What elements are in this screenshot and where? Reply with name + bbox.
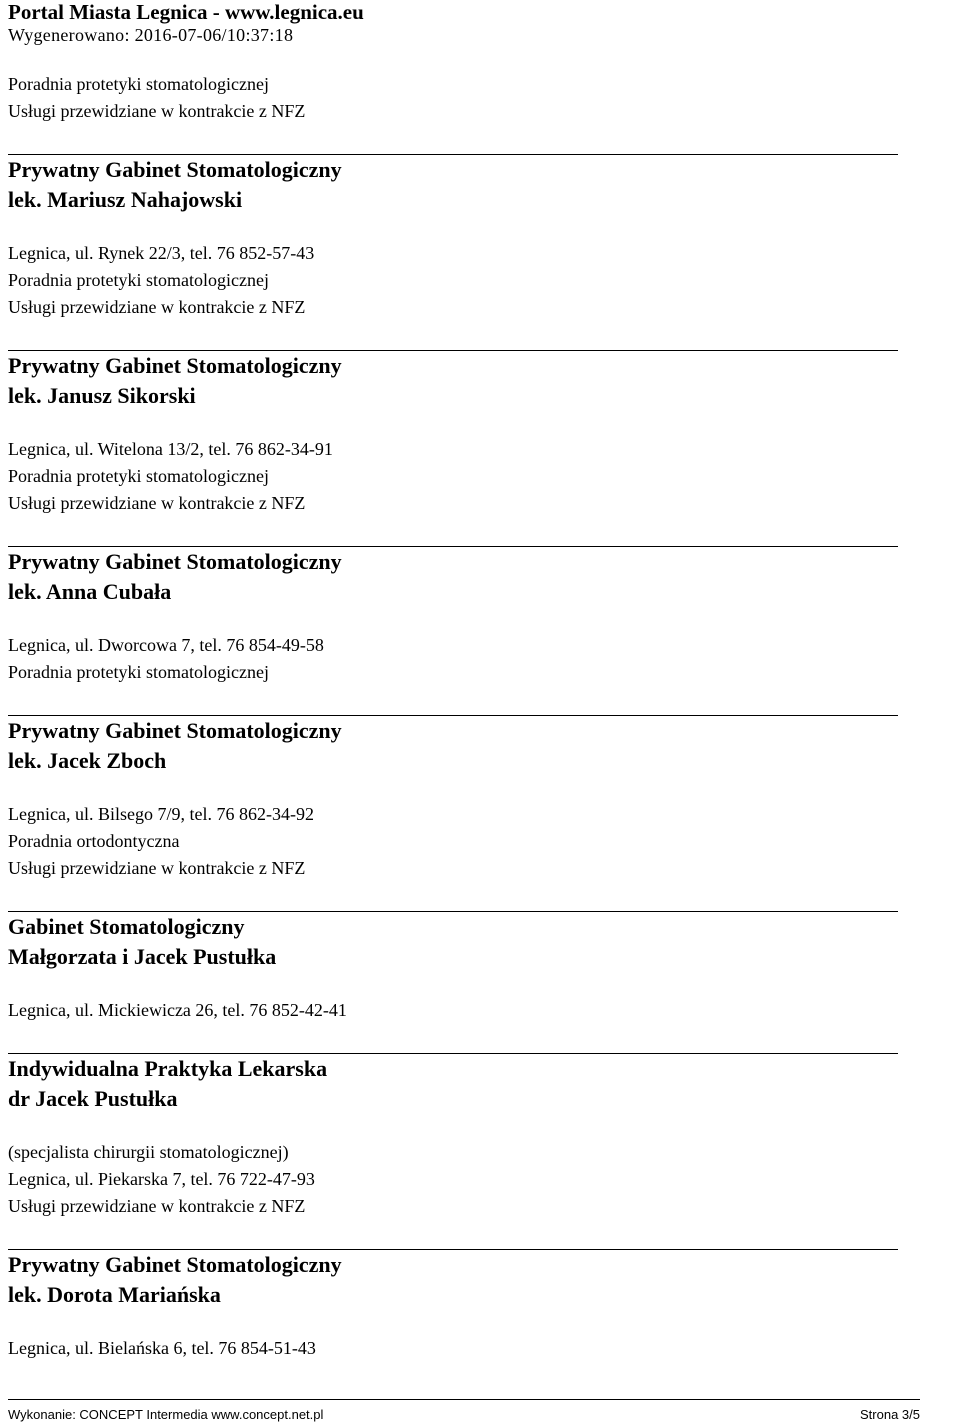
clinic-title: Prywatny Gabinet Stomatologiczny (8, 353, 342, 378)
page-number: Strona 3/5 (860, 1407, 920, 1422)
clinic-address: Legnica, ul. Piekarska 7, tel. 76 722-47-93 (8, 1169, 315, 1189)
clinic-detail: (specjalista chirurgii stomatologicznej) (8, 1142, 289, 1162)
clinic-address: Legnica, ul. Bielańska 6, tel. 76 854-51-43 (8, 1338, 316, 1358)
intro-line: Usługi przewidziane w kontrakcie z NFZ (8, 101, 306, 121)
clinic-title: Prywatny Gabinet Stomatologiczny (8, 718, 342, 743)
clinic-detail: Usługi przewidziane w kontrakcie z NFZ (8, 493, 306, 513)
page-footer (8, 1399, 920, 1422)
clinic-address: Legnica, ul. Bilsego 7/9, tel. 76 862-34-92 (8, 804, 314, 824)
clinic-name: Małgorzata i Jacek Pustułka (8, 944, 277, 969)
clinic-list (8, 71, 898, 1362)
clinic-title: Prywatny Gabinet Stomatologiczny (8, 1252, 342, 1277)
clinic-detail: Poradnia ortodontyczna (8, 831, 180, 851)
clinic-name: lek. Anna Cubała (8, 579, 172, 604)
generated-timestamp: Wygenerowano: 2016-07-06/10:37:18 (8, 25, 294, 45)
clinic-name: lek. Mariusz Nahajowski (8, 187, 243, 212)
clinic-title: Gabinet Stomatologiczny (8, 914, 245, 939)
clinic-entry (8, 1053, 898, 1220)
site-title: Portal Miasta Legnica - www.legnica.eu (8, 0, 364, 24)
clinic-detail: Poradnia protetyki stomatologicznej (8, 662, 269, 682)
clinic-title: Prywatny Gabinet Stomatologiczny (8, 549, 342, 574)
clinic-name: dr Jacek Pustułka (8, 1086, 178, 1111)
clinic-detail: Usługi przewidziane w kontrakcie z NFZ (8, 858, 306, 878)
clinic-entry (8, 715, 898, 882)
clinic-name: lek. Jacek Zboch (8, 748, 167, 773)
clinic-address: Legnica, ul. Rynek 22/3, tel. 76 852-57-43 (8, 243, 315, 263)
clinic-detail: Poradnia protetyki stomatologicznej (8, 466, 269, 486)
clinic-address: Legnica, ul. Mickiewicza 26, tel. 76 852-42-41 (8, 1000, 347, 1020)
footer-credit: Wykonanie: CONCEPT Intermedia www.concept.net.pl (8, 1407, 324, 1422)
clinic-entry (8, 911, 898, 1024)
clinic-address: Legnica, ul. Witelona 13/2, tel. 76 862-34-91 (8, 439, 333, 459)
clinic-entry (8, 1249, 898, 1362)
clinic-title: Prywatny Gabinet Stomatologiczny (8, 157, 342, 182)
intro-line: Poradnia protetyki stomatologicznej (8, 74, 269, 94)
clinic-entry (8, 350, 898, 517)
clinic-detail: Poradnia protetyki stomatologicznej (8, 270, 269, 290)
clinic-entry (8, 154, 898, 321)
clinic-address: Legnica, ul. Dworcowa 7, tel. 76 854-49-58 (8, 635, 324, 655)
intro-block (8, 71, 898, 125)
clinic-detail: Usługi przewidziane w kontrakcie z NFZ (8, 1196, 306, 1216)
clinic-detail: Usługi przewidziane w kontrakcie z NFZ (8, 297, 306, 317)
clinic-entry (8, 546, 898, 686)
clinic-name: lek. Janusz Sikorski (8, 383, 196, 408)
page-header (8, 0, 948, 46)
clinic-name: lek. Dorota Mariańska (8, 1282, 221, 1307)
clinic-title: Indywidualna Praktyka Lekarska (8, 1056, 328, 1081)
